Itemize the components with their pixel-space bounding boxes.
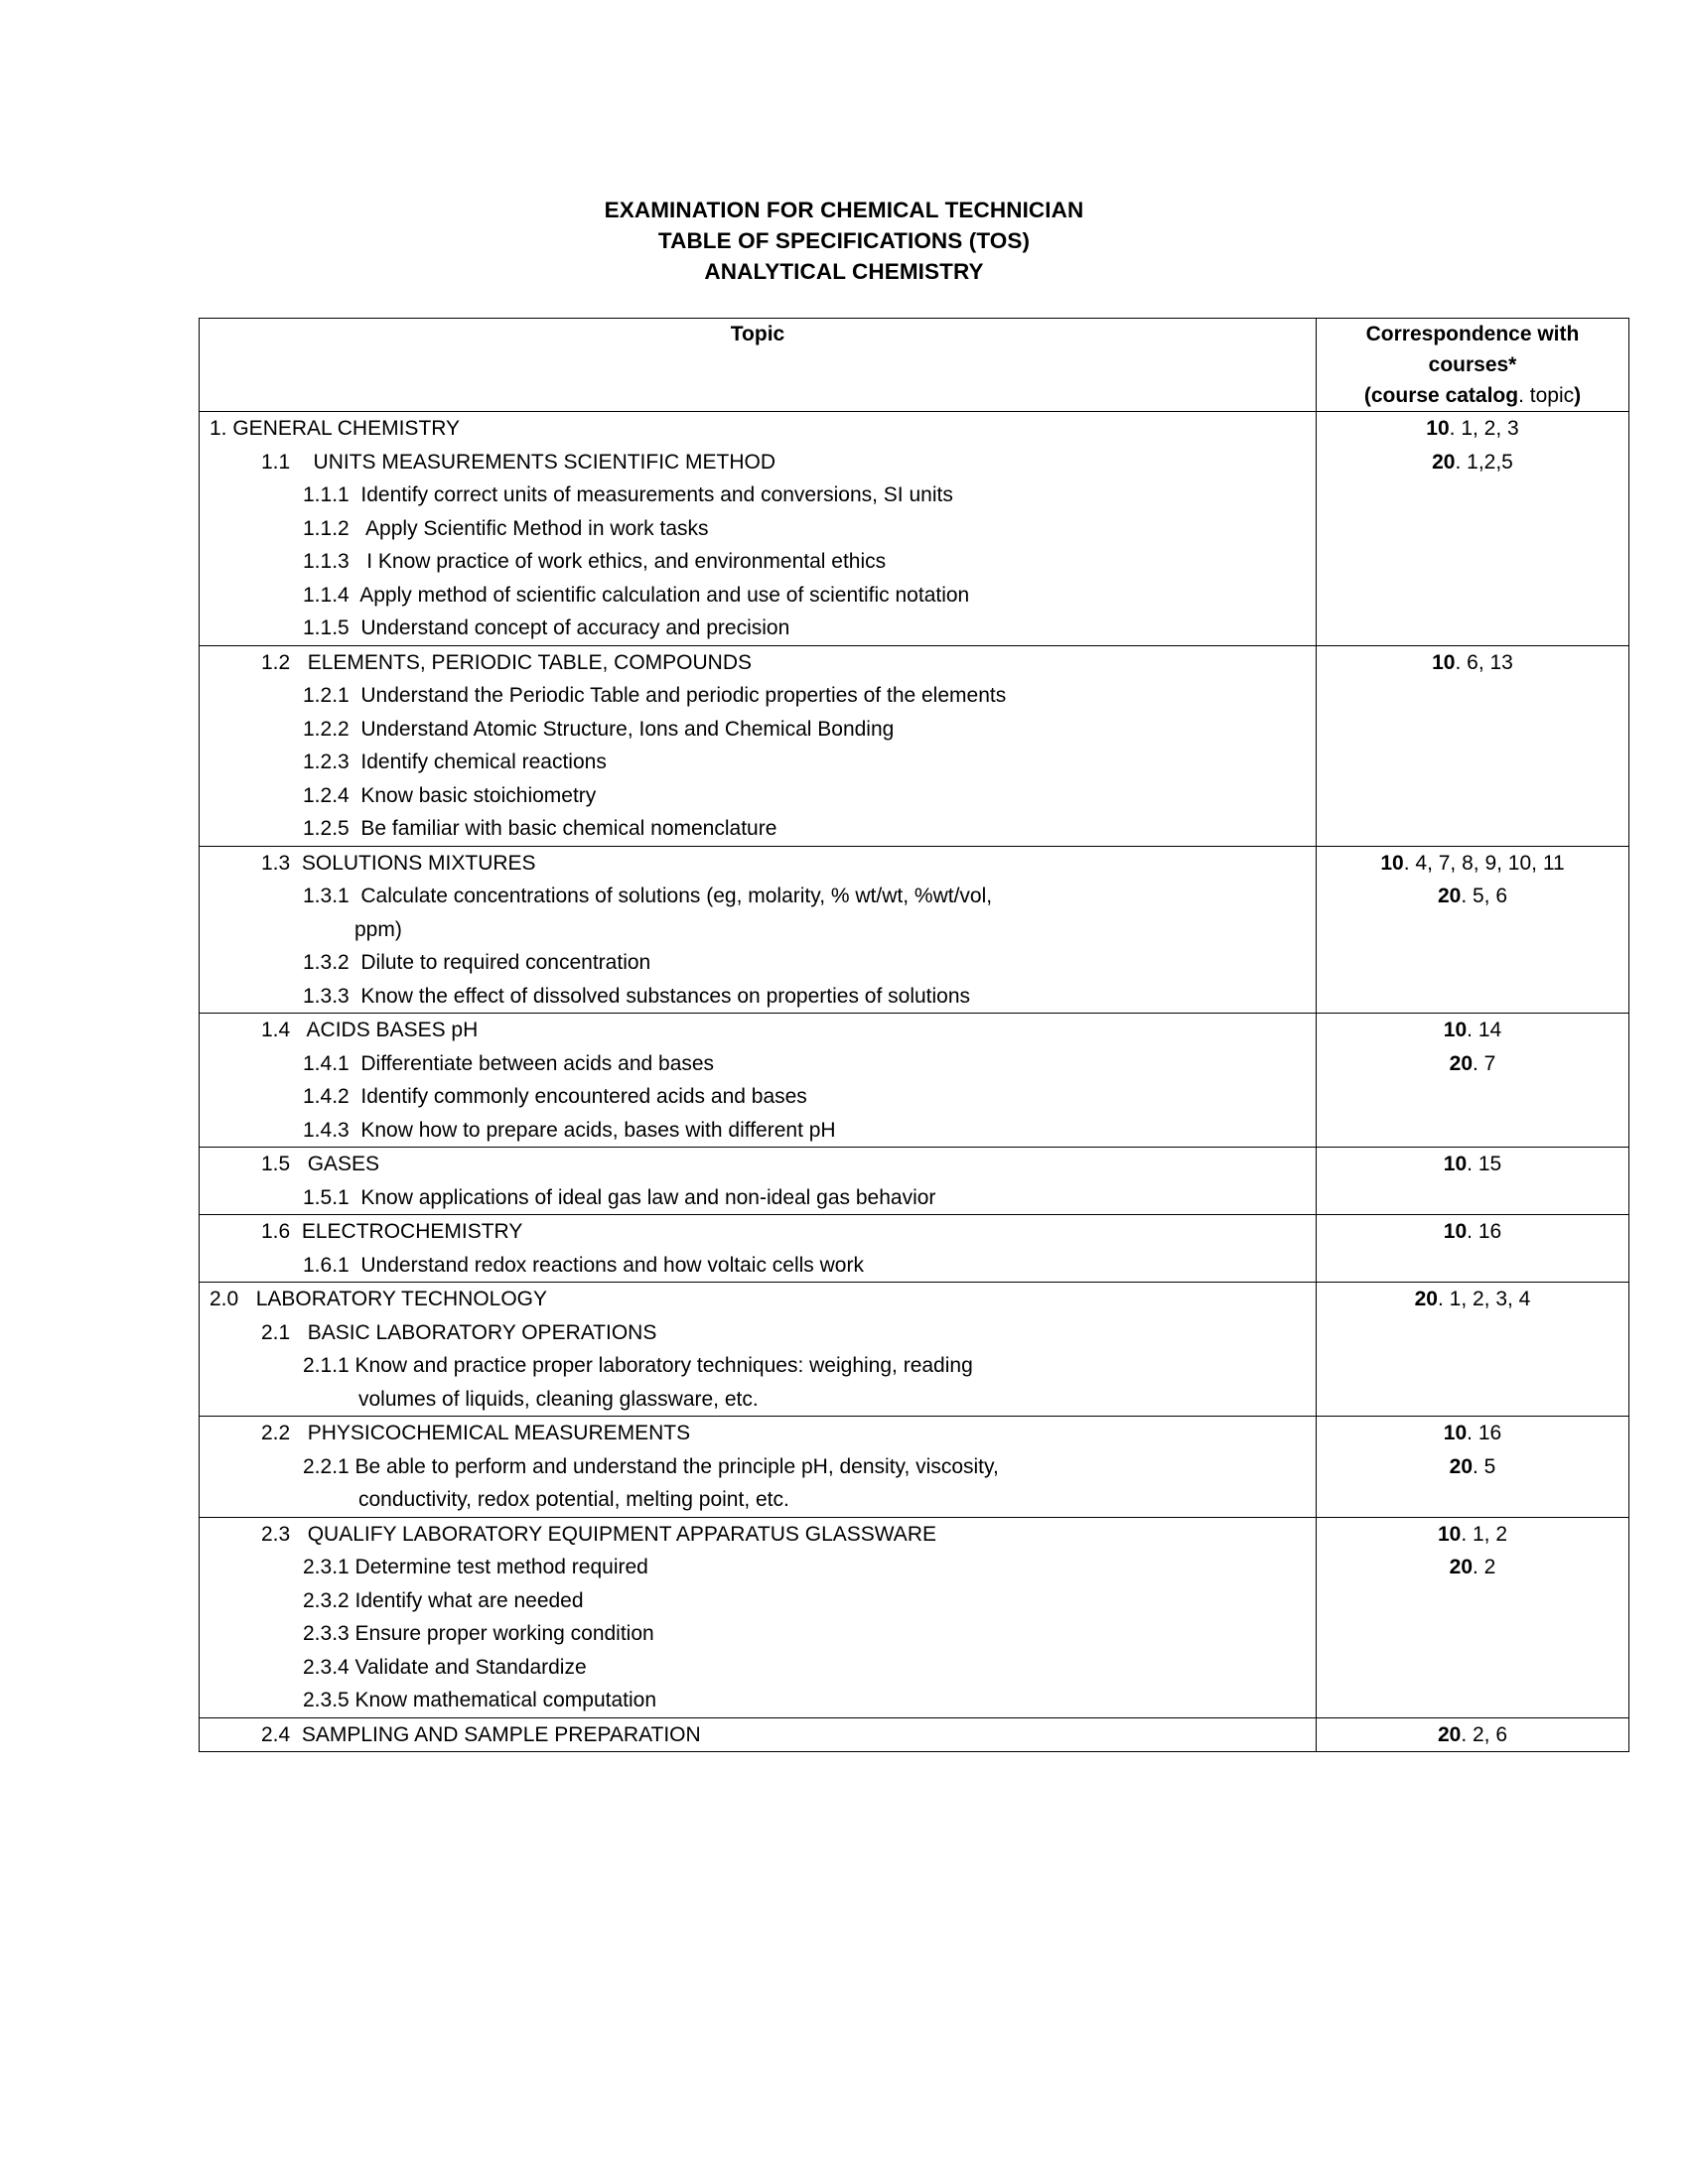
- course-topics: . 1, 2, 3: [1449, 417, 1519, 440]
- topic-line: 2.3.5 Know mathematical computation: [303, 1689, 657, 1711]
- correspondence-cell: [1317, 846, 1629, 1014]
- course-topics: . 6, 13: [1455, 650, 1513, 674]
- course-topics: . 14: [1467, 1019, 1502, 1041]
- topic-line: 2.1.1 Know and practice proper laboratory techniques: weighing, reading: [303, 1354, 973, 1377]
- topic-line: 1.4.1 Differentiate between acids and bases: [303, 1051, 715, 1075]
- correspondence-entry: [1317, 446, 1628, 479]
- course-topics: . 2: [1473, 1556, 1496, 1578]
- course-number: 20: [1449, 1051, 1473, 1075]
- course-number: 20: [1449, 1454, 1473, 1478]
- correspondence-entry: [1317, 847, 1628, 881]
- header-correspondence-line-2: courses*: [1428, 353, 1517, 376]
- topic-cell: [200, 1417, 1317, 1518]
- correspondence-entry: [1317, 412, 1628, 446]
- table-row: [200, 1417, 1629, 1518]
- topic-cell: [200, 645, 1317, 846]
- correspondence-cell: [1317, 1517, 1629, 1717]
- correspondence-cell: [1317, 1717, 1629, 1752]
- topic-line: 1.3.3 Know the effect of dissolved substances on properties of solutions: [303, 984, 971, 1008]
- correspondence-entry: [1317, 1014, 1628, 1047]
- header-correspondence-line-3: [1317, 380, 1628, 411]
- table-row: [200, 1283, 1629, 1417]
- course-number: 20: [1437, 1722, 1462, 1746]
- course-number: 20: [1432, 450, 1456, 474]
- title-line-2: TABLE OF SPECIFICATIONS (TOS): [657, 228, 1031, 253]
- document-title-block: [0, 0, 1688, 287]
- topic-line: 1.2.1 Understand the Periodic Table and periodic properties of the elements: [303, 684, 1007, 707]
- header-correspondence-line-1: Correspondence with: [1365, 323, 1580, 345]
- table-row: [200, 1014, 1629, 1148]
- course-topics: . 2, 6: [1461, 1722, 1508, 1746]
- topic-line: 1.2 ELEMENTS, PERIODIC TABLE, COMPOUNDS: [261, 650, 753, 674]
- title-line-3: ANALYTICAL CHEMISTRY: [704, 259, 984, 284]
- correspondence-entry: [1317, 1718, 1628, 1752]
- topic-line: 1.2.2 Understand Atomic Structure, Ions and Chemical Bonding: [303, 717, 895, 741]
- table-row: [200, 1215, 1629, 1283]
- topic-line: 1.1.1 Identify correct units of measurements and conversions, SI units: [303, 483, 953, 506]
- course-topics: . 5, 6: [1461, 885, 1508, 907]
- topic-line: 2.3.3 Ensure proper working condition: [303, 1622, 654, 1645]
- course-topics: . 1, 2: [1461, 1522, 1508, 1546]
- topic-line: 1.1.3 I Know practice of work ethics, and environmental ethics: [303, 550, 887, 573]
- course-topics: . 4, 7, 8, 9, 10, 11: [1403, 851, 1565, 875]
- course-topics: . 15: [1467, 1153, 1502, 1175]
- course-topics: . 5: [1473, 1454, 1496, 1478]
- topic-line: 1.4 ACIDS BASES pH: [261, 1019, 479, 1041]
- topic-line: 1.5 GASES: [261, 1153, 380, 1175]
- header-cell-correspondence: [1317, 319, 1629, 412]
- correspondence-cell: [1317, 412, 1629, 646]
- topic-line: 2.1 BASIC LABORATORY OPERATIONS: [261, 1320, 657, 1344]
- table-row: [200, 1717, 1629, 1752]
- topic-cell: [200, 1014, 1317, 1148]
- title-line-1: EXAMINATION FOR CHEMICAL TECHNICIAN: [604, 198, 1084, 222]
- correspondence-entry: [1317, 1283, 1628, 1316]
- topic-line: 2.2 PHYSICOCHEMICAL MEASUREMENTS: [261, 1422, 691, 1444]
- table-row: [200, 846, 1629, 1014]
- correspondence-entry: [1317, 1450, 1628, 1484]
- header-correspondence-paren: ): [1574, 384, 1582, 407]
- header-correspondence-topic: . topic: [1518, 384, 1575, 407]
- topic-cell: [200, 1215, 1317, 1283]
- topic-line: 1.4.3 Know how to prepare acids, bases with different pH: [303, 1118, 836, 1142]
- topic-line: 1.3.1 Calculate concentrations of solutions (eg, molarity, % wt/wt, %wt/vol,: [303, 885, 993, 907]
- correspondence-entry: [1317, 880, 1628, 913]
- course-number: 10: [1437, 1522, 1462, 1546]
- table-header-row: [200, 319, 1629, 412]
- course-number: 10: [1432, 650, 1456, 674]
- course-number: 20: [1414, 1288, 1438, 1310]
- correspondence-entry: [1317, 646, 1628, 680]
- correspondence-entry: [1317, 1215, 1628, 1249]
- table-row: [200, 412, 1629, 646]
- topic-cell: [200, 846, 1317, 1014]
- correspondence-entry: [1317, 1518, 1628, 1552]
- topic-line: 1.1.5 Understand concept of accuracy and precision: [303, 616, 790, 639]
- correspondence-entry: [1317, 1417, 1628, 1450]
- topic-line: 1.6 ELECTROCHEMISTRY: [261, 1220, 523, 1243]
- topic-line: 1.2.4 Know basic stoichiometry: [303, 783, 597, 807]
- topic-line: 2.3 QUALIFY LABORATORY EQUIPMENT APPARATUS GLASSWARE: [261, 1522, 936, 1546]
- correspondence-cell: [1317, 645, 1629, 846]
- course-number: 10: [1443, 1220, 1468, 1243]
- correspondence-cell: [1317, 1283, 1629, 1417]
- header-correspondence-catalog: (course catalog: [1363, 384, 1519, 407]
- table-of-specifications: [199, 318, 1629, 1752]
- table-row: [200, 1148, 1629, 1215]
- topic-line: 2.2.1 Be able to perform and understand the principle pH, density, viscosity,: [303, 1454, 999, 1478]
- correspondence-cell: [1317, 1215, 1629, 1283]
- topic-line: 2.3.4 Validate and Standardize: [303, 1655, 587, 1679]
- topic-line: 1.1.2 Apply Scientific Method in work tasks: [303, 516, 709, 540]
- topic-cell: [200, 412, 1317, 646]
- topic-cell: [200, 1517, 1317, 1717]
- topic-line: 1.5.1 Know applications of ideal gas law and non-ideal gas behavior: [303, 1185, 936, 1209]
- course-number: 10: [1443, 1422, 1468, 1444]
- topic-cell: [200, 1148, 1317, 1215]
- topic-line: 2.3.2 Identify what are needed: [303, 1588, 584, 1612]
- topic-line: 1.2.3 Identify chemical reactions: [303, 751, 607, 773]
- topic-line: 1.4.2 Identify commonly encountered acids and bases: [303, 1085, 807, 1108]
- topic-line: 2.4 SAMPLING AND SAMPLE PREPARATION: [261, 1722, 701, 1746]
- course-number: 20: [1437, 885, 1462, 907]
- topic-line: ppm): [354, 917, 402, 941]
- topic-cell: [200, 1717, 1317, 1752]
- correspondence-entry: [1317, 1148, 1628, 1181]
- topic-line: 2.3.1 Determine test method required: [303, 1556, 648, 1578]
- topic-line: volumes of liquids, cleaning glassware, etc.: [358, 1387, 759, 1411]
- header-cell-topic: Topic: [200, 319, 1317, 412]
- correspondence-cell: [1317, 1148, 1629, 1215]
- course-number: 10: [1380, 851, 1404, 875]
- topic-line: 2.0 LABORATORY TECHNOLOGY: [210, 1288, 548, 1310]
- course-topics: . 1,2,5: [1455, 450, 1513, 474]
- topic-line: 1.2.5 Be familiar with basic chemical nomenclature: [303, 817, 777, 840]
- topic-cell: [200, 1283, 1317, 1417]
- topic-line: 1.6.1 Understand redox reactions and how voltaic cells work: [303, 1253, 864, 1277]
- course-number: 10: [1426, 417, 1450, 440]
- topic-line: 1.1 UNITS MEASUREMENTS SCIENTIFIC METHOD: [261, 450, 776, 474]
- topic-line: 1.1.4 Apply method of scientific calculation and use of scientific notation: [303, 583, 970, 607]
- course-number: 20: [1449, 1556, 1473, 1578]
- topic-line: 1.3.2 Dilute to required concentration: [303, 951, 651, 974]
- course-number: 10: [1443, 1019, 1468, 1041]
- course-topics: . 7: [1473, 1051, 1496, 1075]
- topic-line: conductivity, redox potential, melting point, etc.: [358, 1488, 789, 1511]
- table-row: [200, 1517, 1629, 1717]
- course-topics: . 16: [1467, 1220, 1502, 1243]
- topic-line: 1. GENERAL CHEMISTRY: [210, 417, 461, 440]
- correspondence-cell: [1317, 1014, 1629, 1148]
- course-topics: . 16: [1467, 1422, 1502, 1444]
- table-row: [200, 645, 1629, 846]
- course-number: 10: [1443, 1153, 1468, 1175]
- correspondence-entry: [1317, 1047, 1628, 1081]
- correspondence-entry: [1317, 1551, 1628, 1584]
- correspondence-cell: [1317, 1417, 1629, 1518]
- course-topics: . 1, 2, 3, 4: [1437, 1288, 1531, 1310]
- topic-line: 1.3 SOLUTIONS MIXTURES: [261, 851, 536, 875]
- tos-table-wrapper: [0, 318, 1688, 1752]
